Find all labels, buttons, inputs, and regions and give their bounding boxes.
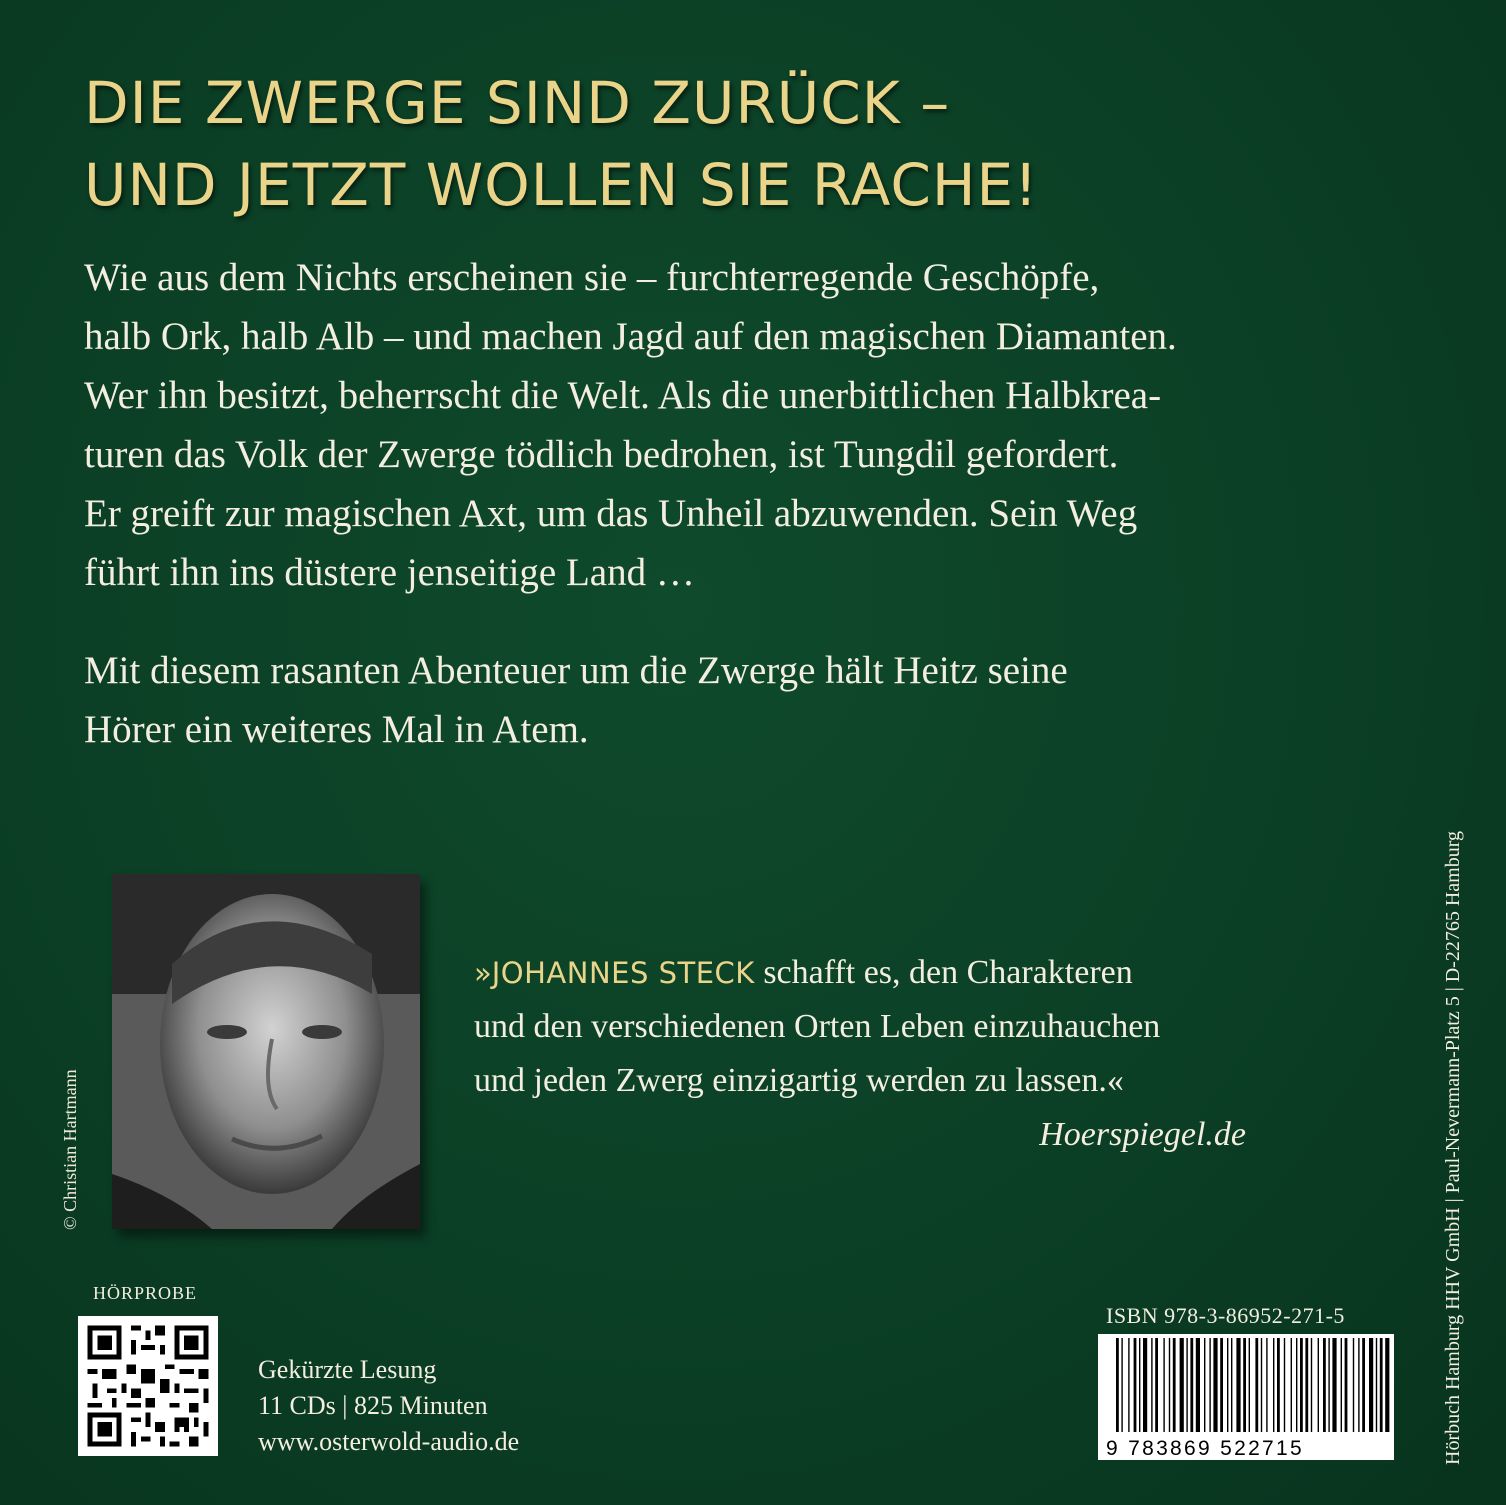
blurb-line: Hörer ein weiteres Mal in Atem.: [84, 708, 589, 751]
quote-line-1: [474, 946, 1334, 1000]
barcode-bar: [1213, 1338, 1217, 1432]
isbn-label: ISBN 978-3-86952-271-5: [1106, 1303, 1345, 1328]
barcode-bar: [1311, 1338, 1312, 1432]
barcode-bar: [1143, 1338, 1147, 1432]
barcode-bar: [1358, 1338, 1359, 1432]
blurb-line: Mit diesem rasanten Abenteuer um die Zwerge hält Heitz seine: [84, 649, 1068, 692]
barcode-bar: [1318, 1338, 1319, 1432]
headline-line-2: UND JETZT WOLLEN SIE RACHE!: [84, 151, 1039, 219]
barcode-bar: [1323, 1338, 1326, 1432]
barcode-bar: [1296, 1338, 1297, 1432]
barcode-bar: [1196, 1338, 1200, 1432]
quote-line-2: und den verschiedenen Orten Leben einzuhauchen: [474, 1008, 1161, 1045]
barcode-graphic: [1098, 1334, 1394, 1460]
publisher-address: Hörbuch Hamburg HHV GmbH | Paul-Nevermann-Platz 5 | D-22765 Hamburg: [1442, 830, 1464, 1465]
barcode-bar: [1345, 1338, 1348, 1432]
quote-text: schafft es, den Charakteren: [754, 954, 1133, 991]
blurb-paragraph-2: [84, 641, 1394, 759]
barcode-bar: [1255, 1338, 1258, 1432]
barcode: [1098, 1334, 1394, 1460]
blurb-line: Er greift zur magischen Axt, um das Unheil abzuwenden. Sein Weg: [84, 492, 1138, 535]
qr-code-icon: [78, 1316, 218, 1456]
barcode-bar: [1163, 1338, 1164, 1432]
review-quote: [474, 946, 1334, 1162]
narrator-name: JOHANNES STECK: [491, 956, 755, 990]
barcode-bar: [1220, 1338, 1223, 1432]
barcode-bar: [1134, 1338, 1137, 1432]
barcode-bar: [1376, 1338, 1377, 1432]
hoerprobe-label: HÖRPROBE: [93, 1283, 198, 1303]
barcode-bar: [1341, 1338, 1342, 1432]
barcode-bar: [1190, 1338, 1193, 1432]
barcode-bar: [1273, 1338, 1274, 1432]
barcode-bar: [1328, 1338, 1329, 1432]
barcode-bar: [1249, 1338, 1250, 1432]
photo-credit: © Christian Hartmann: [60, 1069, 80, 1230]
barcode-bar: [1236, 1338, 1240, 1432]
quote-open-mark: »: [474, 956, 492, 990]
barcode-bar: [1204, 1338, 1205, 1432]
barcode-bar: [1353, 1338, 1354, 1432]
barcode-bar: [1243, 1338, 1246, 1432]
cd-count-duration: 11 CDs | 825 Minuten: [258, 1391, 488, 1420]
barcode-bar: [1231, 1338, 1232, 1432]
barcode-bar: [1362, 1338, 1365, 1432]
blurb-line: führt ihn ins düstere jenseitige Land …: [84, 551, 695, 594]
blurb-line: Wer ihn besitzt, beherrscht die Welt. Als die unerbittlichen Halbkrea-: [84, 374, 1162, 417]
barcode-bar: [1139, 1338, 1140, 1432]
portrait-illustration: [112, 874, 420, 1229]
barcode-bar: [1305, 1338, 1308, 1432]
quote-source: Hoerspiegel.de: [1039, 1116, 1246, 1153]
headline: [84, 62, 1384, 226]
barcode-bar: [1121, 1338, 1122, 1432]
qr-code[interactable]: [78, 1316, 218, 1456]
barcode-bar: [1209, 1338, 1210, 1432]
barcode-bar: [1151, 1338, 1152, 1432]
website-link[interactable]: www.osterwold-audio.de: [258, 1427, 520, 1456]
barcode-bar: [1227, 1338, 1228, 1432]
barcode-bar: [1116, 1338, 1119, 1432]
barcode-bar: [1266, 1338, 1267, 1432]
blurb-line: Wie aus dem Nichts erscheinen sie – furchterregende Geschöpfe,: [84, 256, 1100, 299]
barcode-digits: 9 783869 522715: [1106, 1437, 1304, 1460]
reading-type: Gekürzte Lesung: [258, 1355, 437, 1384]
barcode-bar: [1284, 1338, 1285, 1432]
barcode-bar: [1155, 1338, 1158, 1432]
barcode-bar: [1128, 1338, 1129, 1432]
product-info: [258, 1352, 519, 1460]
headline-line-1: DIE ZWERGE SIND ZURÜCK –: [84, 69, 951, 137]
barcode-bar: [1169, 1338, 1170, 1432]
blurb-line: turen das Volk der Zwerge tödlich bedrohen, ist Tungdil gefordert.: [84, 433, 1119, 476]
barcode-bar: [1332, 1338, 1336, 1432]
barcode-bar: [1186, 1338, 1187, 1432]
barcode-bar: [1261, 1338, 1262, 1432]
barcode-bar: [1277, 1338, 1280, 1432]
blurb-line: halb Ork, halb Alb – und machen Jagd auf den magischen Diamanten.: [84, 315, 1177, 358]
quote-line-3: und jeden Zwerg einzigartig werden zu lassen.«: [474, 1062, 1124, 1099]
barcode-bar: [1180, 1338, 1184, 1432]
narrator-portrait: [112, 874, 420, 1229]
barcode-bar: [1380, 1338, 1383, 1432]
blurb-paragraph-1: [84, 248, 1394, 602]
barcode-bar: [1385, 1338, 1389, 1432]
barcode-bar: [1173, 1338, 1176, 1432]
barcode-bar: [1369, 1338, 1373, 1432]
barcode-bar: [1300, 1338, 1303, 1432]
barcode-bar: [1291, 1338, 1292, 1432]
